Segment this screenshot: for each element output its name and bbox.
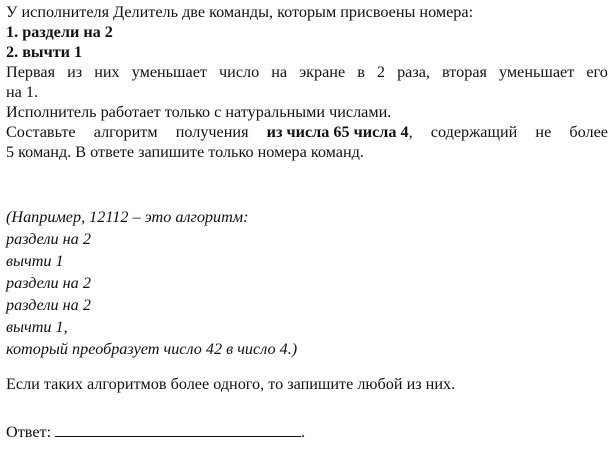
answer-label: Ответ: <box>6 423 52 441</box>
example-step-2: вычти 1 <box>6 252 64 270</box>
answer-field[interactable] <box>55 421 301 437</box>
multiple-answers-note: Если таких алгоритмов более одного, то запишите любой из них. <box>6 375 456 393</box>
example-step-5: вычти 1, <box>6 318 68 336</box>
word: в <box>357 63 365 81</box>
word: его <box>586 63 608 81</box>
word: не <box>535 123 552 141</box>
example-step-4: раздели на 2 <box>6 296 91 314</box>
command-2: 2. вычти 1 <box>6 43 83 61</box>
example-step-3: раздели на 2 <box>6 274 91 292</box>
comma: , <box>408 123 413 141</box>
word: уменьшает <box>499 63 575 81</box>
answer-end: . <box>301 423 306 441</box>
word: из <box>67 63 83 81</box>
word: число <box>219 63 260 81</box>
intro-text: У исполнителя Делитель две команды, которым присвоены номера: <box>6 3 474 21</box>
example-header: (Например, 12112 – это алгоритм: <box>6 208 249 226</box>
word: 2 <box>376 63 386 81</box>
word: экране <box>299 63 346 81</box>
command-1: 1. раздели на 2 <box>6 23 113 41</box>
word: более <box>569 123 608 141</box>
description-line-1 <box>6 63 608 82</box>
natural-numbers-note: Исполнитель работает только с натуральными числами. <box>6 103 392 121</box>
example-step-1: раздели на 2 <box>6 230 91 248</box>
word: них <box>94 63 120 81</box>
word: получения <box>175 123 249 141</box>
word: Первая <box>6 63 56 81</box>
task-highlight <box>267 123 413 142</box>
word: алгоритм <box>93 123 158 141</box>
task-line-2: 5 команд. В ответе запишите только номера команд. <box>6 143 364 161</box>
word: Составьте <box>6 123 76 141</box>
word: уменьшает <box>131 63 207 81</box>
word: содержащий <box>430 123 518 141</box>
bold-numbers: из числа 65 числа 4 <box>266 123 409 141</box>
answer-row <box>6 421 608 442</box>
word: вторая <box>442 63 487 81</box>
word: раза, <box>397 63 430 81</box>
word: на <box>271 63 288 81</box>
example-footer: который преобразует число 42 в число 4.) <box>6 340 298 358</box>
task-line-1 <box>6 123 608 142</box>
description-line-2: на 1. <box>6 83 39 101</box>
